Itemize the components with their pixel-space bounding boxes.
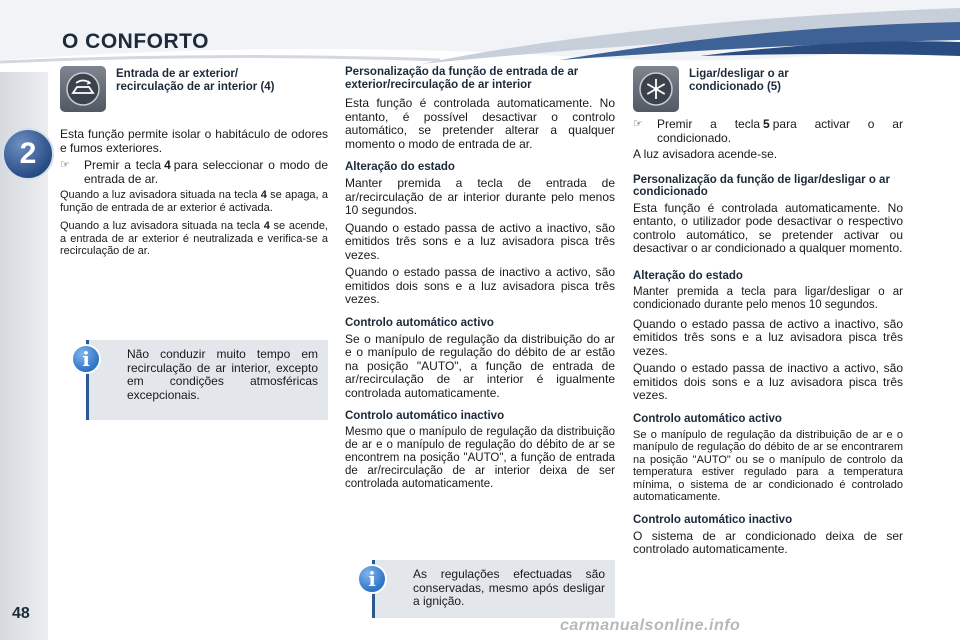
intro-text: Esta função permite isolar o habitáculo de odores e fumos exteriores.: [60, 127, 328, 155]
column-air-conditioning: [633, 66, 903, 561]
subheading-auto-active: Controlo automático activo: [633, 412, 782, 425]
subheading-state-change: Alteração do estado: [633, 269, 743, 282]
paragraph: Quando o estado passa de inactivo a activo, são emitidos dois sons e a luz avisadora pisca três vezes.: [633, 361, 903, 402]
lamp-text: A luz avisadora acende-se.: [633, 147, 778, 161]
subheading-auto-inactive: Controlo automático inactivo: [345, 410, 505, 422]
info-box-settings: [368, 560, 615, 618]
subheading-state-change: Alteração do estado: [345, 161, 455, 173]
section-heading: Personalização da função de entrada de ar exterior/recirculação de ar interior: [345, 66, 579, 91]
column-air-intake: [60, 66, 328, 264]
bullet-step: ☞ Premir a tecla 4 para seleccionar o modo de entrada de ar.: [60, 158, 328, 186]
bullet-step: ☞ Premir a tecla 5 para activar o ar condicionado.: [633, 117, 903, 145]
paragraph: Se o manípulo de regulação da distribuição do ar e o manípulo de regulação do débito de ar estão na posição "AUTO", a função de entrada de ar/recirculação de ar interior é igualmente controlada automaticamente.: [345, 331, 615, 400]
page-number: 48: [12, 605, 30, 622]
lamp-off-text: Quando a luz avisadora situada na tecla 4 se apaga, a função de entrada de ar exterior é activada.: [60, 189, 328, 214]
section-heading: Ligar/desligar o ar condicionado (5): [689, 68, 789, 93]
lamp-on-text: Quando a luz avisadora situada na tecla 4 se acende, a entrada de ar exterior é neutralizada e verifica-se a recirculação de ar.: [60, 220, 328, 257]
watermark: carmanualsonline.info: [560, 617, 741, 634]
info-icon: i: [71, 344, 101, 374]
paragraph: Quando o estado passa de activo a inactivo, são emitidos três sons e a luz avisadora pisca três vezes.: [345, 220, 615, 262]
chapter-badge: 2: [2, 128, 54, 180]
paragraph: Manter premida a tecla para ligar/desligar o ar condicionado durante pelo menos 10 segundos.: [633, 285, 903, 311]
subheading-customisation: Personalização da função de ligar/desligar o ar condicionado: [633, 173, 890, 198]
paragraph: Quando o estado passa de inactivo a activo, são emitidos dois sons e a luz avisadora pisca três vezes.: [345, 265, 615, 306]
column-air-intake-customisation: [345, 66, 615, 497]
air-recirculation-icon: [60, 66, 106, 112]
pointing-hand-icon: ☞: [633, 118, 643, 130]
subheading-auto-inactive: Controlo automático inactivo: [633, 513, 793, 526]
paragraph: Manter premida a tecla de entrada de ar/recirculação de ar interior durante pelo menos 10 segundos.: [345, 176, 615, 217]
paragraph: O sistema de ar condicionado deixa de ser controlado automaticamente.: [633, 528, 903, 556]
paragraph: Mesmo que o manípulo de regulação da distribuição de ar e o manípulo de regulação do débito de ar se encontrem na posição "AUTO", a função de entrada de ar/recirculação de ar interior deixa de ser controlada automaticamente.: [345, 426, 615, 490]
intro-text: Esta função é controlada automaticamente. No entanto, o utilizador pode desactivar o respectivo controlo automático, se pretender activar ou desactivar o ar condicionado a qualquer momento.: [633, 200, 903, 255]
snowflake-icon: [633, 66, 679, 112]
subheading-auto-active: Controlo automático activo: [345, 316, 494, 329]
info-text: Não conduzir muito tempo em recirculação de ar interior, excepto em condições atmosféricas excepcionais.: [127, 347, 318, 402]
info-icon: i: [357, 564, 387, 594]
paragraph: Se o manípulo de regulação da distribuição de ar e o manípulo de regulação do débito de ar se encontrarem na posição "AUTO" ou se o manípulo de controlo da temperatura estiver regulado para a temperatura mínima, o sistema de ar condicionado é controlado automaticamente.: [633, 428, 903, 503]
page-title: O CONFORTO: [62, 30, 209, 53]
section-heading: Entrada de ar exterior/ recirculação de ar interior (4): [116, 68, 275, 93]
info-box-recirculation: [82, 340, 328, 420]
pointing-hand-icon: ☞: [60, 159, 70, 171]
info-text: As regulações efectuadas são conservadas, mesmo após desligar a ignição.: [413, 567, 605, 608]
intro-text: Esta função é controlada automaticamente. No entanto, é possível desactivar o controlo automático, se pretender alterar a qualquer momento o modo de entrada de ar.: [345, 96, 615, 151]
paragraph: Quando o estado passa de activo a inactivo, são emitidos três sons e a luz avisadora pisca três vezes.: [633, 316, 903, 358]
